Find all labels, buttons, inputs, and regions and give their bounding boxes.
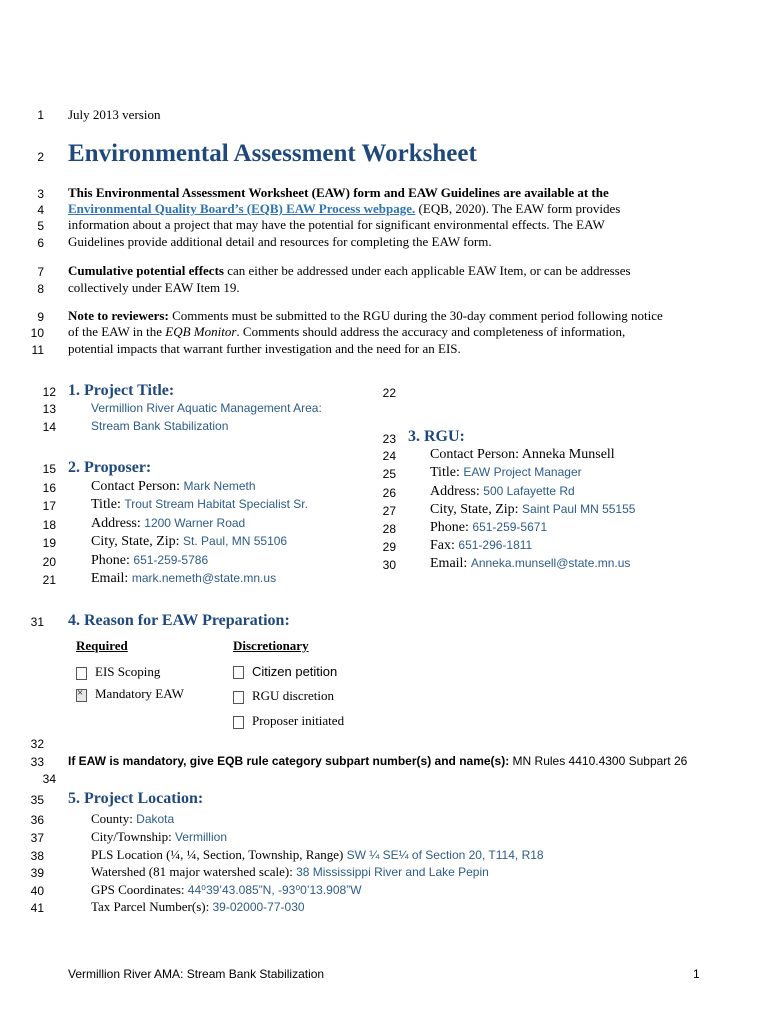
line-number: 23: [382, 432, 396, 446]
field-label: Email:: [430, 556, 471, 571]
option-label: Mandatory EAW: [95, 686, 184, 701]
line-number: 22: [382, 386, 396, 400]
location-gps: [91, 882, 362, 898]
mandatory-rule-line: [68, 754, 687, 768]
line-number: 12: [42, 385, 56, 399]
field-label: Contact Person:: [91, 479, 184, 494]
line-number: 11: [31, 343, 44, 357]
cumulative-bold: Cumulative potential effects: [68, 263, 224, 278]
line-number: 29: [382, 540, 396, 554]
line-number: 24: [382, 449, 396, 463]
line-number: 25: [382, 467, 396, 481]
field-label: City/Township:: [91, 829, 175, 844]
line-number: 14: [42, 420, 56, 434]
rgu-address: [430, 484, 575, 500]
proposer-initiated-option[interactable]: [233, 713, 344, 729]
field-label: Tax Parcel Number(s):: [91, 899, 213, 914]
note-line-2a: of the EAW in the: [68, 324, 166, 339]
field-label: Title:: [91, 497, 125, 512]
field-value: Vermillion: [174, 830, 227, 844]
eqb-process-link[interactable]: Environmental Quality Board’s (EQB) EAW Process webpage.: [68, 201, 416, 216]
field-label: Phone:: [91, 553, 134, 568]
line-number: 33: [30, 755, 44, 769]
field-value: St. Paul, MN 55106: [183, 534, 288, 548]
page-number: 1: [693, 967, 700, 981]
rgu-contact: Contact Person: Anneka Munsell: [430, 447, 615, 462]
location-city: [91, 829, 227, 845]
rgu-email: [430, 556, 630, 572]
line-number: 27: [382, 504, 396, 518]
field-value: Mark Nemeth: [183, 479, 256, 493]
version-label: July 2013 version: [68, 107, 161, 122]
option-label: Citizen petition: [252, 664, 338, 679]
field-label: Fax:: [430, 538, 459, 553]
line-number: 6: [37, 236, 44, 250]
mandatory-rule-value: MN Rules 4410.4300 Subpart 26: [509, 754, 688, 768]
rgu-discretion-option[interactable]: [233, 688, 334, 704]
option-label: RGU discretion: [252, 688, 334, 703]
field-label: City, State, Zip:: [91, 534, 184, 549]
line-number: 28: [382, 522, 396, 536]
line-number: 7: [37, 265, 44, 279]
proposer-heading: 2. Proposer:: [68, 459, 152, 476]
rgu-heading: 3. RGU:: [408, 428, 465, 445]
field-value: 44⁰39’43.085”N, -93⁰0’13.908”W: [187, 883, 362, 897]
location-watershed: [91, 864, 489, 880]
cumulative-line-2: collectively under EAW Item 19.: [68, 280, 240, 295]
field-label: GPS Coordinates:: [91, 882, 188, 897]
rgu-phone: [430, 520, 547, 536]
rgu-city: [430, 502, 635, 518]
intro-line-4: Guidelines provide additional detail and resources for completing the EAW form.: [68, 234, 492, 249]
footer-title: Vermillion River AMA: Stream Bank Stabilization: [68, 967, 325, 981]
cumulative-rest: can either be addressed under each applicable EAW Item, or can be addresses: [223, 263, 631, 278]
line-number: 3: [37, 187, 44, 201]
field-label: Address:: [91, 516, 145, 531]
intro-line-2: [68, 201, 620, 217]
line-number: 4: [37, 203, 44, 217]
line-number: 20: [42, 555, 56, 569]
line-number: 10: [30, 326, 44, 340]
intro-line-3: information about a project that may have the potential for significant environmental effects. The EAW: [68, 217, 605, 232]
note-bold: Note to reviewers:: [68, 308, 169, 323]
field-label: County:: [91, 811, 137, 826]
citizen-petition-checkbox[interactable]: [233, 666, 244, 679]
field-value: Saint Paul MN 55155: [522, 502, 636, 516]
mandatory-eaw-option[interactable]: [76, 686, 184, 702]
line-number: 16: [42, 481, 56, 495]
field-value: 38 Mississippi River and Lake Pepin: [296, 865, 489, 879]
line-number: 9: [37, 310, 44, 324]
line-number: 26: [382, 486, 396, 500]
proposer-contact: [91, 479, 256, 495]
proposer-email: [91, 571, 276, 587]
field-value: Anneka.munsell@state.mn.us: [470, 556, 631, 570]
citizen-petition-option[interactable]: [233, 664, 337, 679]
intro-line-2-rest: (EQB, 2020). The EAW form provides: [415, 201, 621, 216]
line-number: 30: [382, 558, 396, 572]
intro-line-1: This Environmental Assessment Worksheet (EAW) form and EAW Guidelines are available at the: [68, 185, 609, 200]
line-number: 8: [37, 282, 44, 296]
line-number: 31: [30, 615, 44, 629]
field-value: 651-296-1811: [458, 538, 533, 552]
reason-heading: 4. Reason for EAW Preparation:: [68, 612, 290, 629]
project-title-line-1: Vermillion River Aquatic Management Area:: [91, 401, 322, 415]
line-number: 36: [30, 813, 44, 827]
line-number: 38: [30, 849, 44, 863]
field-label: Phone:: [430, 520, 473, 535]
line-number: 34: [42, 772, 56, 786]
location-pls: [91, 847, 544, 863]
note-italic: EQB Monitor: [165, 324, 237, 339]
proposer-title: [91, 497, 308, 513]
line-number: 5: [37, 219, 44, 233]
line-number: 32: [30, 737, 44, 751]
location-parcel: [91, 899, 305, 915]
eis-scoping-checkbox[interactable]: [76, 667, 87, 680]
line-number: 19: [42, 536, 56, 550]
field-value: mark.nemeth@state.mn.us: [131, 571, 277, 585]
field-value: 651-259-5671: [472, 520, 548, 534]
line-number: 1: [37, 108, 44, 122]
rgu-discretion-checkbox[interactable]: [233, 691, 244, 704]
field-label: Address:: [430, 484, 484, 499]
proposer-phone: [91, 553, 208, 569]
mandatory-rule-question: If EAW is mandatory, give EQB rule category subpart number(s) and name(s):: [68, 754, 510, 768]
project-title-heading: 1. Project Title:: [68, 382, 175, 399]
discretionary-label: Discretionary: [233, 638, 309, 653]
required-label: Required: [76, 638, 128, 653]
field-value: Trout Stream Habitat Specialist Sr.: [124, 497, 308, 511]
rgu-title: [430, 465, 582, 481]
field-value: EAW Project Manager: [463, 465, 582, 479]
line-number: 13: [42, 402, 56, 416]
line-number: 40: [30, 884, 44, 898]
option-label: EIS Scoping: [95, 664, 161, 679]
line-number: 35: [30, 793, 44, 807]
line-number: 41: [30, 901, 44, 915]
field-label: PLS Location (¼, ¼, Section, Township, Range): [91, 847, 347, 862]
proposer-address: [91, 516, 245, 532]
field-value: 500 Lafayette Rd: [483, 484, 575, 498]
line-number: 21: [42, 573, 56, 587]
field-value: SW ¼ SE¼ of Section 20, T114, R18: [346, 848, 544, 862]
field-value: 651-259-5786: [133, 553, 209, 567]
line-number: 15: [42, 462, 56, 476]
field-value: 39-02000-77-030: [212, 900, 305, 914]
field-label: City, State, Zip:: [430, 502, 523, 517]
proposer-city: [91, 534, 287, 550]
field-value: Dakota: [136, 812, 175, 826]
note-line-2: [68, 324, 625, 340]
field-label: Email:: [91, 571, 132, 586]
line-number: 39: [30, 866, 44, 880]
field-label: Watershed (81 major watershed scale):: [91, 864, 297, 879]
option-label: Proposer initiated: [252, 713, 345, 728]
eis-scoping-option[interactable]: [76, 664, 160, 680]
location-county: [91, 811, 174, 827]
project-title-line-2: Stream Bank Stabilization: [91, 419, 229, 433]
line-number: 37: [30, 831, 44, 845]
note-line-1: [68, 308, 663, 324]
line-number: 2: [37, 150, 44, 164]
proposer-initiated-checkbox[interactable]: [233, 716, 244, 729]
cumulative-line-1: [68, 263, 631, 279]
location-heading: 5. Project Location:: [68, 790, 204, 807]
mandatory-eaw-checkbox[interactable]: [76, 689, 87, 702]
note-line-2b: . Comments should address the accuracy and completeness of information,: [236, 324, 626, 339]
field-label: Title:: [430, 465, 464, 480]
note-rest: Comments must be submitted to the RGU during the 30-day comment period following notice: [168, 308, 663, 323]
line-number: 17: [42, 499, 56, 513]
line-number: 18: [42, 518, 56, 532]
note-line-3: potential impacts that warrant further investigation and the need for an EIS.: [68, 341, 461, 356]
page-title: Environmental Assessment Worksheet: [68, 140, 477, 167]
rgu-fax: [430, 538, 532, 554]
field-value: 1200 Warner Road: [144, 516, 246, 530]
